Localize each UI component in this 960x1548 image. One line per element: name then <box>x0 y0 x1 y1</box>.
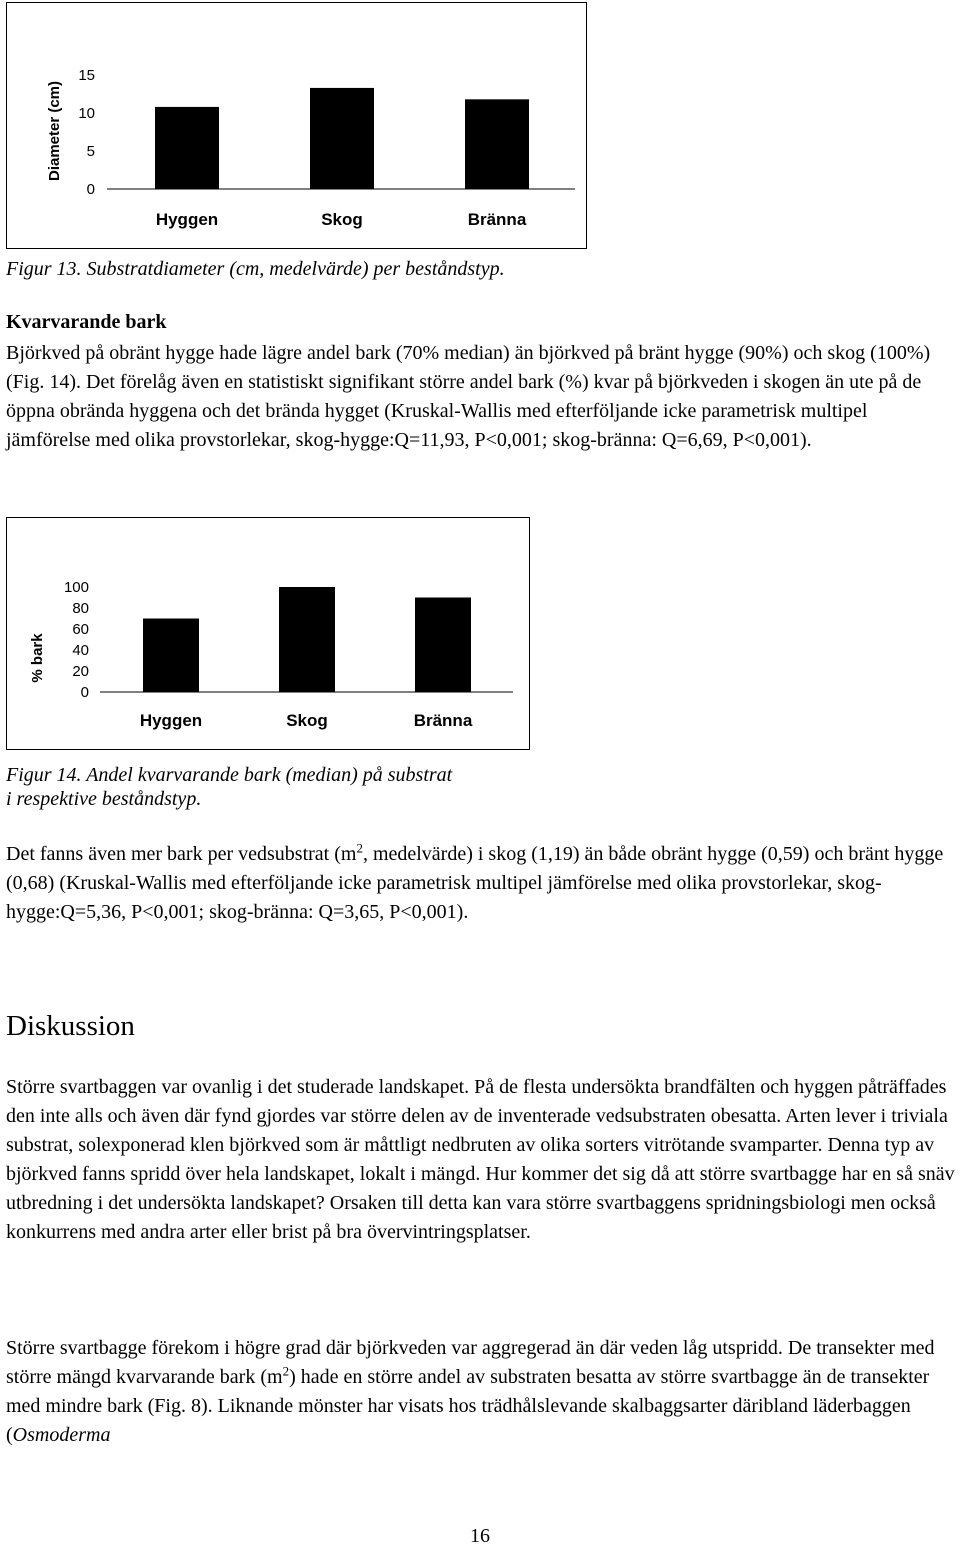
figure-14-svg <box>7 518 529 749</box>
figure-14-caption-line2: i respektive beståndstyp. <box>6 788 202 810</box>
fig13-bar-skog <box>310 88 374 189</box>
figure-13-caption: Figur 13. Substratdiameter (cm, medelvärde) per beståndstyp. <box>6 258 505 280</box>
fig13-y-tick-label: 5 <box>86 143 95 160</box>
fig14-bar-skog <box>279 587 335 692</box>
fig14-y-tick-label: 60 <box>72 621 89 638</box>
fig13-y-tick-label: 15 <box>78 67 95 84</box>
fig14-bar-bränna <box>415 598 471 693</box>
fig14-bar-hyggen <box>143 619 199 693</box>
figure-14-chart <box>6 517 530 750</box>
figure-13-chart <box>6 2 587 249</box>
para3-text-1: Det fanns även mer bark per vedsubstrat (m <box>6 843 357 865</box>
fig14-y-tick-label: 0 <box>80 684 89 701</box>
para3-text-2: , medelvärde) i skog (1,19) än både obränt hygge (0,59) och bränt hygge (0,68) (Kruskal-Wallis med efterföljande icke parametrisk multipel jämförelse med olika provstorlekar, skog-hygge:Q=5,36, P<0,001; skog-bränna: Q=3,65, P<0,001). <box>6 843 944 923</box>
osmoderma-italic: Osmoderma <box>12 1424 111 1446</box>
disk-para2-text-2: ) hade en större andel av substraten besatta av större svartbagge än de transekter med mindre bark (Fig. 8). Liknande mönster har visats hos trädhålslevande skalbaggsarter däribland läderbaggen ( <box>6 1366 930 1446</box>
fig13-category-label: Hyggen <box>155 210 219 229</box>
bark-heading: Kvarvarande bark <box>6 311 167 333</box>
fig14-category-label: Skog <box>286 711 328 730</box>
fig13-category-label: Bränna <box>467 210 527 229</box>
fig14-ylabel: % bark <box>29 633 46 683</box>
fig14-y-tick-label: 100 <box>63 579 89 596</box>
bark-paragraph: Björkved på obränt hygge hade lägre andel bark (70% median) än björkved på bränt hygge (90%) och skog (100%) (Fig. 14). Det förelåg även en statistiskt signifikant större andel bark (%) kvar på björkveden i skogen än ute på de öppna obrända hyggena och det brända hygget (Kruskal-Wallis med efterföljande icke parametrisk multipel jämförelse med olika provstorlekar, skog-hygge:Q=11,93, P<0,001; skog-bränna: Q=6,69, P<0,001). <box>6 342 931 451</box>
para3-superscript: 2 <box>356 840 363 856</box>
bark-per-substrate-paragraph <box>6 840 956 927</box>
fig13-y-tick-label: 0 <box>86 181 95 198</box>
fig13-y-tick-label: 10 <box>78 105 95 122</box>
diskussion-heading: Diskussion <box>6 1010 135 1042</box>
fig14-category-label: Bränna <box>413 711 473 730</box>
fig14-y-tick-label: 20 <box>72 663 89 680</box>
fig14-y-tick-label: 40 <box>72 642 89 659</box>
fig13-bar-hyggen <box>155 107 219 189</box>
fig13-category-label: Skog <box>321 210 363 229</box>
figure-14-caption-line1: Figur 14. Andel kvarvarande bark (median) på substrat <box>6 764 453 786</box>
fig14-category-label: Hyggen <box>139 711 203 730</box>
diskussion-paragraph-2 <box>6 1334 956 1450</box>
fig13-bar-bränna <box>465 99 529 189</box>
figure-13-svg <box>7 3 586 248</box>
fig14-y-tick-label: 80 <box>72 600 89 617</box>
page-number: 16 <box>470 1525 490 1547</box>
disk-para2-superscript: 2 <box>282 1363 290 1379</box>
disk-para2-text-1: Större svartbagge förekom i högre grad där björkveden var aggregerad än där veden låg utspridd. De transekter med större mängd kvarvarande bark (m <box>6 1337 935 1388</box>
fig13-ylabel: Diameter (cm) <box>46 80 63 182</box>
diskussion-paragraph-1: Större svartbaggen var ovanlig i det studerade landskapet. På de flesta undersökta brandfälten och hyggen påträffades den inte alls och även där fynd gjordes var större delen av de inventerade vedsubstraten obesatta. Arten lever i triviala substrat, solexponerad klen björkved som är måttligt nedbruten av olika sorters vitrötande svamparter. Denna typ av björkved fanns spridd över hela landskapet, lokalt i mängd. Hur kommer det sig då att större svartbagge har en så snäv utbredning i det undersökta landskapet? Orsaken till detta kan vara större svartbaggens spridningsbiologi men också konkurrens med andra arter eller brist på bra övervintringsplatser. <box>6 1076 955 1243</box>
